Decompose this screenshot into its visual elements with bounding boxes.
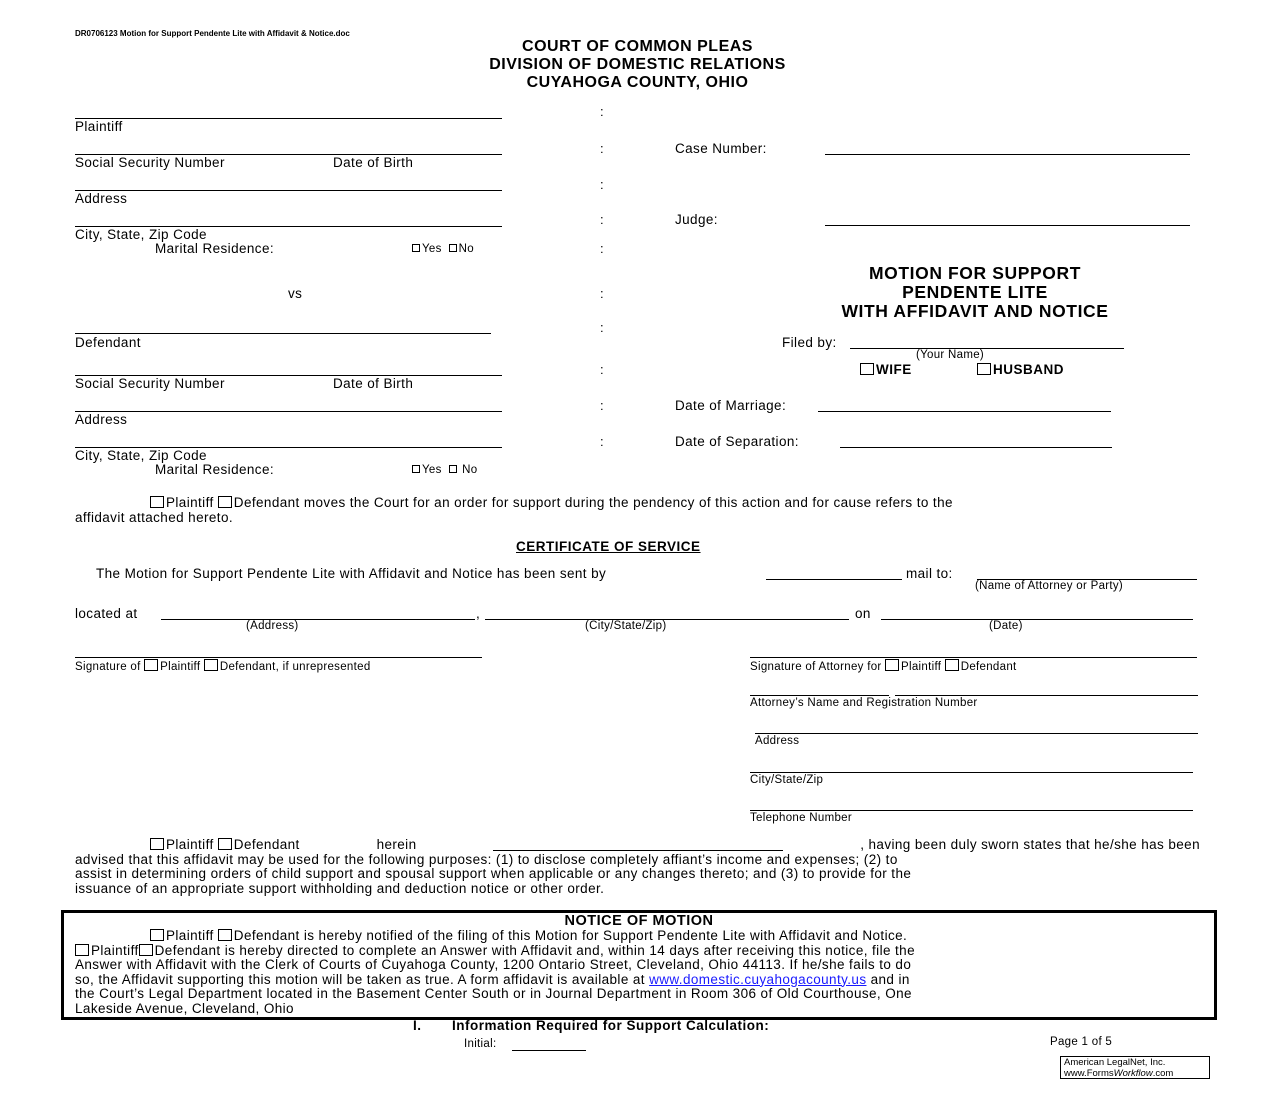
movant-plaintiff-label: Plaintiff — [166, 495, 214, 510]
notice-defendant-label: Defendant — [233, 928, 300, 943]
document-id: DR0706123 Motion for Support Pendente Lite with Affidavit & Notice.doc — [75, 29, 350, 38]
date-of-separation-label: Date of Separation: — [675, 434, 799, 449]
motion-title — [770, 264, 1180, 321]
attorney-phone-line[interactable] — [750, 810, 1193, 811]
american-legalnet-logo — [1060, 1056, 1210, 1079]
plaintiff-address-label: Address — [75, 191, 128, 206]
located-city-line[interactable] — [485, 619, 849, 620]
defendant-marital-yes-checkbox[interactable] — [412, 465, 420, 473]
plaintiff-address-line[interactable] — [75, 190, 502, 191]
husband-label: HUSBAND — [993, 362, 1064, 377]
attorney-plaintiff-label: Plaintiff — [901, 661, 942, 673]
name-sub-label: (Name of Attorney or Party) — [975, 580, 1124, 592]
affidavit-plaintiff-label: Plaintiff — [166, 837, 214, 852]
signature-plaintiff-label: Plaintiff — [160, 661, 201, 673]
signature-plaintiff-checkbox[interactable] — [144, 659, 158, 671]
party-signature-line[interactable] — [75, 657, 482, 658]
signature-of-label: Signature of — [75, 661, 141, 673]
affidavit-line1-rest: , having been duly sworn states that he/she has been — [860, 837, 1200, 852]
located-comma: , — [476, 606, 481, 621]
address-sub-label: (Address) — [246, 620, 299, 632]
defendant-marital-options — [412, 464, 477, 476]
notice-line1 — [75, 929, 1200, 944]
logo-line2-post: .com — [1152, 1068, 1174, 1079]
judge-label: Judge: — [675, 212, 718, 227]
attorney-signature-for-label: Signature of Attorney for — [750, 661, 882, 673]
defendant-marital-no-checkbox[interactable] — [449, 465, 457, 473]
located-at-label: located at — [75, 606, 138, 621]
plaintiff-marital-no-checkbox[interactable] — [449, 244, 457, 252]
affidavit-plaintiff-checkbox[interactable] — [150, 838, 164, 850]
logo-line2-em: Workflow — [1113, 1068, 1153, 1079]
attorney-phone-label: Telephone Number — [750, 812, 852, 824]
defendant-address-label: Address — [75, 412, 128, 427]
initial-line[interactable] — [512, 1050, 586, 1051]
affidavit-line2: advised that this affidavit may be used for the following purposes: (1) to disclose completely affiant’s income and expenses; (2) to — [75, 851, 898, 867]
wife-label: WIFE — [876, 362, 912, 377]
signature-defendant-label: Defendant, if unrepresented — [219, 661, 371, 673]
section-title: Information Required for Support Calculation: — [452, 1018, 770, 1033]
affidavit-defendant-label: Defendant — [233, 837, 300, 852]
attorney-name-line[interactable] — [750, 695, 889, 696]
signature-defendant-checkbox[interactable] — [204, 659, 218, 671]
attorney-signature-label — [750, 659, 1017, 673]
attorney-signature-line[interactable] — [750, 657, 1197, 658]
attorney-address-label: Address — [755, 735, 800, 747]
notice-paragraph — [75, 929, 1200, 1016]
defendant-dob-label: Date of Birth — [333, 376, 414, 391]
notice-line4-post: and in — [866, 971, 910, 987]
filed-by-label: Filed by: — [782, 335, 837, 350]
notice-line2 — [75, 944, 1200, 959]
service-date-line[interactable] — [881, 619, 1193, 620]
motion-title-line3: WITH AFFIDAVIT AND NOTICE — [841, 301, 1109, 321]
movant-defendant-label: Defendant — [233, 495, 300, 510]
defendant-marital-yes-label: Yes — [422, 464, 442, 476]
plaintiff-marital-label: Marital Residence: — [155, 241, 274, 256]
date-sub-label: (Date) — [989, 620, 1023, 632]
certificate-heading: CERTIFICATE OF SERVICE — [516, 539, 701, 554]
attorney-registration-line[interactable] — [895, 695, 1198, 696]
attorney-name-label: Attorney’s Name and Registration Number — [750, 697, 978, 709]
plaintiff-marital-yes-checkbox[interactable] — [412, 244, 420, 252]
affidavit-line3: assist in determining orders of child support and spousal support when applicable or any changes thereto; and (3) to provide for the — [75, 866, 912, 881]
filed-by-wife-option — [860, 362, 912, 377]
attorney-defendant-checkbox[interactable] — [945, 659, 959, 671]
plaintiff-city-label: City, State, Zip Code — [75, 227, 207, 242]
court-website-link[interactable]: www.domestic.cuyahogacounty.us — [649, 971, 867, 987]
movant-plaintiff-checkbox[interactable] — [150, 496, 164, 508]
city-sub-label: (City/State/Zip) — [585, 620, 667, 632]
movant-text-cont: affidavit attached hereto. — [75, 509, 234, 525]
initial-label: Initial: — [464, 1038, 497, 1050]
movant-paragraph — [75, 496, 1200, 525]
versus-label: vs — [288, 286, 303, 301]
notice-line4 — [75, 973, 1200, 988]
affidavit-line4: issuance of an appropriate support withholding and deduction notice or other order. — [75, 880, 605, 896]
notice-line5: the Court’s Legal Department located in the Basement Center South or in Journal Department in Room 306 of Old Courthouse, One — [75, 986, 912, 1001]
caption-colon: : — [600, 104, 604, 119]
defendant-marital-no-label: No — [462, 464, 478, 476]
defendant-city-label: City, State, Zip Code — [75, 448, 207, 463]
notice-directed-plaintiff-checkbox[interactable] — [75, 944, 89, 956]
plaintiff-ssn-label: Social Security Number — [75, 155, 225, 170]
attorney-defendant-label: Defendant — [960, 661, 1017, 673]
husband-checkbox[interactable] — [977, 363, 991, 375]
defendant-name-line[interactable] — [75, 333, 491, 334]
motion-title-line1: MOTION FOR SUPPORT — [868, 263, 1082, 283]
notice-plaintiff-label: Plaintiff — [166, 928, 214, 943]
motion-title-line2: PENDENTE LITE — [902, 282, 1048, 302]
section-number: I. — [413, 1018, 422, 1033]
plaintiff-dob-label: Date of Birth — [333, 155, 414, 170]
attorney-plaintiff-checkbox[interactable] — [885, 659, 899, 671]
party-signature-label — [75, 659, 371, 673]
notice-directed-defendant-checkbox[interactable] — [139, 944, 153, 956]
logo-line1: American LegalNet, Inc. — [1064, 1057, 1166, 1068]
movant-defendant-checkbox[interactable] — [218, 496, 232, 508]
sent-by-line[interactable] — [766, 579, 902, 580]
date-of-marriage-line[interactable] — [818, 411, 1111, 412]
attorney-city-label: City/State/Zip — [750, 774, 824, 786]
wife-checkbox[interactable] — [860, 363, 874, 375]
date-of-marriage-label: Date of Marriage: — [675, 398, 787, 413]
case-number-line[interactable] — [825, 154, 1190, 155]
affidavit-defendant-checkbox[interactable] — [218, 838, 232, 850]
movant-text: moves the Court for an order for support during the pendency of this action and for cause refers to the — [303, 495, 953, 510]
caption-colon: : — [600, 320, 604, 335]
notice-line2-text: is hereby directed to complete an Answer with Affidavit and, within 14 days after receiving this notice, file the — [224, 942, 916, 958]
plaintiff-marital-options — [412, 243, 474, 255]
caption-colon: : — [600, 141, 604, 156]
caption-colon: : — [600, 177, 604, 192]
defendant-marital-label: Marital Residence: — [155, 462, 274, 477]
plaintiff-marital-no-label: No — [458, 243, 474, 255]
attorney-address-line[interactable] — [755, 733, 1198, 734]
caption-colon: : — [600, 212, 604, 227]
filed-by-husband-option — [977, 362, 1064, 377]
notice-line6: Lakeside Avenue, Cleveland, Ohio — [75, 1000, 294, 1016]
court-name: COURT OF COMMON PLEAS — [522, 38, 753, 55]
affiant-name-line[interactable] — [493, 838, 783, 851]
affidavit-line1 — [75, 838, 1200, 853]
notice-line3: Answer with Affidavit with the Clerk of Courts of Cuyahoga County, 1200 Ontario Street, Cleveland, Ohio 44113. If he/she fails to do — [75, 957, 912, 972]
defendant-address-line[interactable] — [75, 411, 502, 412]
notice-directed-plaintiff-label: Plaintiff — [91, 942, 139, 958]
plaintiff-label: Plaintiff — [75, 119, 123, 134]
plaintiff-name-line[interactable] — [75, 118, 502, 119]
notice-heading: NOTICE OF MOTION — [564, 913, 714, 929]
notice-defendant-checkbox[interactable] — [218, 929, 232, 941]
notice-line4-text: so, the Affidavit supporting this motion will be taken as true. A form affidavit is available at — [75, 971, 645, 987]
notice-plaintiff-checkbox[interactable] — [150, 929, 164, 941]
case-number-label: Case Number: — [675, 141, 767, 156]
defendant-ssn-label: Social Security Number — [75, 376, 225, 391]
notice-line1-text: is hereby notified of the filing of this Motion for Support Pendente Lite with Affidavit and Notice. — [303, 928, 908, 943]
certificate-sent-text: The Motion for Support Pendente Lite with Affidavit and Notice has been sent by — [96, 566, 607, 581]
caption-colon: : — [600, 241, 604, 256]
court-division: DIVISION OF DOMESTIC RELATIONS — [489, 56, 786, 73]
notice-directed-defendant-label: Defendant — [154, 942, 221, 958]
logo-line2-pre: www.Forms — [1064, 1068, 1114, 1079]
defendant-label: Defendant — [75, 335, 141, 350]
caption-colon: : — [600, 434, 604, 449]
attorney-city-line[interactable] — [750, 772, 1193, 773]
located-address-line[interactable] — [161, 619, 475, 620]
date-of-separation-line[interactable] — [840, 447, 1112, 448]
filed-by-sub: (Your Name) — [916, 349, 985, 361]
mail-to-label: mail to: — [906, 566, 953, 581]
caption-colon: : — [600, 398, 604, 413]
caption-colon: : — [600, 362, 604, 377]
court-county: CUYAHOGA COUNTY, OHIO — [526, 74, 749, 91]
on-label: on — [855, 606, 871, 621]
court-heading — [400, 38, 875, 92]
judge-line[interactable] — [825, 225, 1190, 226]
affidavit-herein-label: herein — [376, 837, 417, 852]
affidavit-paragraph — [75, 838, 1200, 896]
filed-by-line[interactable] — [850, 348, 1124, 349]
plaintiff-marital-yes-label: Yes — [422, 243, 442, 255]
page-number: Page 1 of 5 — [1050, 1036, 1113, 1048]
caption-colon: : — [600, 286, 604, 301]
logo-line2 — [1064, 1068, 1209, 1079]
